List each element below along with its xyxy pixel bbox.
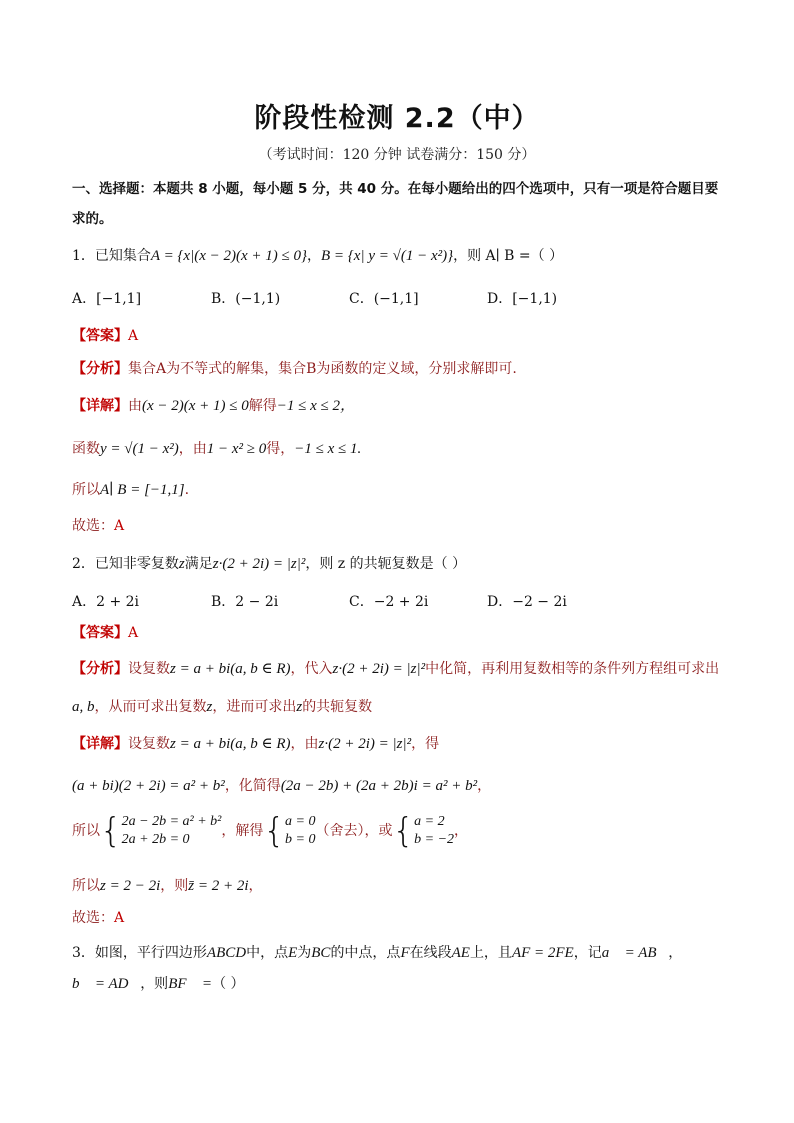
math-z-value: z = 2 − 2i xyxy=(100,878,161,894)
math-ae: AE xyxy=(451,945,470,961)
math-z: z xyxy=(178,556,185,572)
q1-stem xyxy=(72,245,563,265)
q1-comma: ， xyxy=(307,248,321,264)
math-result: A∣ B = [−1,1] xyxy=(100,482,185,498)
text: ，代入 xyxy=(290,661,333,677)
math-abcd: ABCD xyxy=(206,945,247,961)
q1-detail-line3 xyxy=(72,479,189,499)
math-f: F xyxy=(400,945,410,961)
text: 所以 xyxy=(72,878,100,894)
analysis-text: 集合A为不等式的解集，集合B为函数的定义域，分别求解即可. xyxy=(128,361,517,377)
text: ，由 xyxy=(290,736,319,752)
text: 在线段 xyxy=(409,945,452,961)
text: ，化简得 xyxy=(224,778,281,794)
analysis-tag: 【分析】 xyxy=(72,661,128,677)
text: 中，点 xyxy=(246,945,289,961)
brace-icon: { xyxy=(263,811,286,851)
text: ，得 xyxy=(411,736,440,752)
q1-option-a: A．[−1,1] xyxy=(72,291,142,307)
text: 3．如图，平行四边形 xyxy=(72,945,207,961)
analysis-tag: 【分析】 xyxy=(72,361,128,377)
q2-option-d: D．−2 − 2i xyxy=(487,594,567,610)
q1-answer xyxy=(72,325,138,345)
text: 故选： xyxy=(72,518,114,534)
text: 解得 xyxy=(248,398,277,414)
text: ， xyxy=(248,878,263,894)
text: ，则 xyxy=(140,976,169,992)
q2-detail-line2 xyxy=(72,775,491,795)
brace-icon: { xyxy=(100,811,122,851)
q1-analysis xyxy=(72,358,517,378)
q1-detail-line1 xyxy=(72,394,355,415)
q2-option-a: A．2 + 2i xyxy=(72,594,140,610)
q1-option-c: C．(−1,1] xyxy=(349,291,419,307)
q2-option-c: C．−2 + 2i xyxy=(349,594,429,610)
text: 上，且 xyxy=(469,945,512,961)
text: ，记 xyxy=(573,945,602,961)
math-range: −1 ≤ x ≤ 2， xyxy=(276,398,356,414)
q2-answer xyxy=(72,622,138,642)
text: ，进而可求出 xyxy=(212,699,297,715)
text: （舍去），或 xyxy=(315,823,393,839)
q2-stem xyxy=(72,553,466,573)
text: 的共轭复数 xyxy=(302,699,373,715)
text: 由 xyxy=(128,398,142,414)
text: （ ） xyxy=(212,976,245,992)
q2-analysis-line1 xyxy=(72,658,719,678)
choose-value: A xyxy=(114,910,125,926)
q2-detail-line3 xyxy=(72,813,468,849)
math-vector-bf: BF⃗ = xyxy=(168,976,213,992)
q2-detail-line4 xyxy=(72,875,263,895)
equation: a = 2 xyxy=(414,814,445,829)
math-z-def: z = a + bi(a, b ∈ R) xyxy=(170,661,291,677)
math-condition: z·(2 + 2i) = |z|² xyxy=(318,736,412,752)
q1-choose xyxy=(72,515,124,535)
text: 满足 xyxy=(184,556,213,572)
page-title: 阶段性检测 2.2（中） xyxy=(254,103,540,134)
math-z: z xyxy=(296,699,303,715)
q2-option-b: B．2 − 2i xyxy=(211,594,279,610)
q2-ask: ，则 z 的共轭复数是（ ） xyxy=(305,556,467,572)
math-z: z xyxy=(206,699,213,715)
equation: 2a − 2b = a² + b² xyxy=(121,814,222,829)
math-inequality: (x − 2)(x + 1) ≤ 0 xyxy=(142,398,249,414)
exam-info: （考试时间：120 分钟 试卷满分：150 分） xyxy=(258,147,536,163)
math-e: E xyxy=(288,945,298,961)
section-heading-line2: 求的。 xyxy=(72,211,113,227)
text: ， xyxy=(454,823,469,839)
math-vector-a: a⃗ = AB⃗ xyxy=(601,945,669,961)
q1-set-b: B = {x| y = √(1 − x²)} xyxy=(321,248,454,264)
math-ratio: AF = 2FE xyxy=(511,945,574,961)
equation-system-2 xyxy=(285,813,315,849)
math-range: −1 ≤ x ≤ 1. xyxy=(294,441,362,457)
q1-detail-line2 xyxy=(72,438,361,458)
q1-prefix: 1．已知集合 xyxy=(72,248,151,264)
answer-value: A xyxy=(128,328,139,344)
q3-stem-line2 xyxy=(72,973,245,993)
q1-ask: ，则 A∣ B =（ ） xyxy=(453,248,564,264)
q2-detail-line1 xyxy=(72,733,439,753)
q1-option-d: D．[−1,1) xyxy=(487,291,558,307)
text: ，由 xyxy=(178,441,207,457)
q2-choose xyxy=(72,907,124,927)
equation-system-1 xyxy=(122,813,222,849)
math-function: y = √(1 − x²) xyxy=(100,441,179,457)
q2-analysis-line2 xyxy=(72,696,372,716)
answer-tag: 【答案】 xyxy=(72,625,128,641)
section-heading-line1: 一、选择题：本题共 8 小题，每小题 5 分，共 40 分。在每小题给出的四个选项中，只有一项是符合题目要 xyxy=(72,181,719,197)
text: 所以 xyxy=(72,823,100,839)
math-simplified: (2a − 2b) + (2a + 2b)i = a² + b² xyxy=(280,778,478,794)
math-condition: z·(2 + 2i) = |z|² xyxy=(332,661,426,677)
math-z-def: z = a + bi(a, b ∈ R) xyxy=(170,736,291,752)
equation: b = 0 xyxy=(285,832,316,847)
math-conjugate: z̄ = 2 + 2i xyxy=(188,878,249,894)
equation: a = 0 xyxy=(285,814,316,829)
text: ， xyxy=(668,945,683,961)
text: 的中点，点 xyxy=(330,945,401,961)
text: ，从而可求出复数 xyxy=(94,699,207,715)
q1-set-a: A = {x|(x − 2)(x + 1) ≤ 0} xyxy=(150,248,307,264)
text: 中化简，再利用复数相等的条件列方程组可求出 xyxy=(425,661,720,677)
text: 设复数 xyxy=(128,661,170,677)
text: 为 xyxy=(297,945,312,961)
text: 函数 xyxy=(72,441,100,457)
math-condition: z·(2 + 2i) = |z|² xyxy=(212,556,306,572)
text: 2．已知非零复数 xyxy=(72,556,179,572)
math-expansion: (a + bi)(2 + 2i) = a² + b² xyxy=(72,778,225,794)
text: 设复数 xyxy=(128,736,170,752)
text: ，则 xyxy=(160,878,189,894)
detail-tag: 【详解】 xyxy=(72,736,128,752)
q3-stem-line1 xyxy=(72,942,682,962)
math-condition: 1 − x² ≥ 0 xyxy=(206,441,267,457)
brace-icon: { xyxy=(392,811,415,851)
text: . xyxy=(184,482,190,498)
choose-value: A xyxy=(114,518,125,534)
answer-value: A xyxy=(128,625,139,641)
text: 得， xyxy=(266,441,295,457)
equation: 2a + 2b = 0 xyxy=(121,832,190,847)
math-ab: a, b xyxy=(72,699,95,715)
math-bc: BC xyxy=(311,945,331,961)
equation: b = −2 xyxy=(414,832,455,847)
text: 故选： xyxy=(72,910,114,926)
text: ， xyxy=(477,778,492,794)
text: ，解得 xyxy=(221,823,264,839)
answer-tag: 【答案】 xyxy=(72,328,128,344)
text: 所以 xyxy=(72,482,100,498)
math-vector-b: b⃗ = AD⃗ xyxy=(72,976,141,992)
q1-option-b: B．(−1,1) xyxy=(211,291,281,307)
equation-system-3 xyxy=(414,813,454,849)
detail-tag: 【详解】 xyxy=(72,398,128,414)
